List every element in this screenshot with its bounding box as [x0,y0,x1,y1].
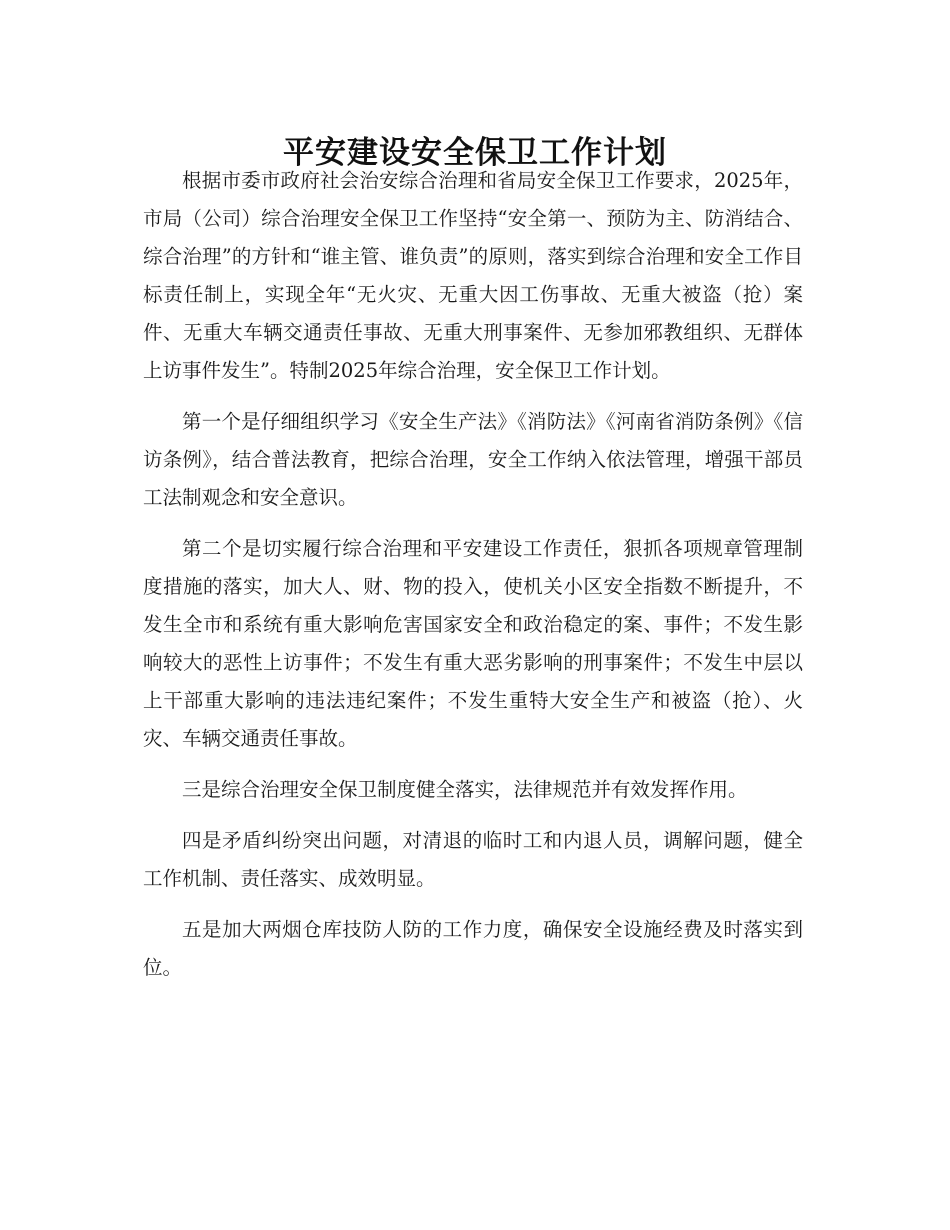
paragraph-fourth: 四是矛盾纠纷突出问题，对清退的临时工和内退人员，调解问题，健全工作机制、责任落实、成效明显。 [143,829,803,890]
paragraph-second: 第二个是切实履行综合治理和平安建设工作责任，狠抓各项规章管理制度措施的落实，加大人、财、物的投入，使机关小区安全指数不断提升，不发生全市和系统有重大影响危害国家安全和政治稳定的案、事件；不发生影响较大的恶性上访事件；不发生有重大恶劣影响的刑事案件；不发生中层以上干部重大影响的违法违纪案件；不发生重特大安全生产和被盗（抢）、火灾、车辆交通责任事故。 [143,537,803,750]
paragraph-first: 第一个是仔细组织学习《安全生产法》《消防法》《河南省消防条例》《信访条例》，结合普法教育，把综合治理，安全工作纳入依法管理，增强干部员工法制观念和安全意识。 [143,410,803,509]
document-title: 平安建设安全保卫工作计划 [283,134,667,171]
paragraph-fifth: 五是加大两烟仓库技防人防的工作力度，确保安全设施经费及时落实到位。 [143,918,803,979]
paragraph-intro: 根据市委市政府社会治安综合治理和省局安全保卫工作要求，2025年，市局（公司）综合治理安全保卫工作坚持“安全第一、预防为主、防消结合、综合治理”的方针和“谁主管、谁负责”的原则，落实到综合治理和安全工作目标责任制上，实现全年“无火灾、无重大因工伤事故、无重大被盗（抢）案件、无重大车辆交通责任事故、无重大刑事案件、无参加邪教组织、无群体上访事件发生”。特制2025年综合治理，安全保卫工作计划。 [143,169,803,382]
paragraph-third: 三是综合治理安全保卫制度健全落实，法律规范并有效发挥作用。 [182,778,748,801]
document-body [143,162,803,1000]
